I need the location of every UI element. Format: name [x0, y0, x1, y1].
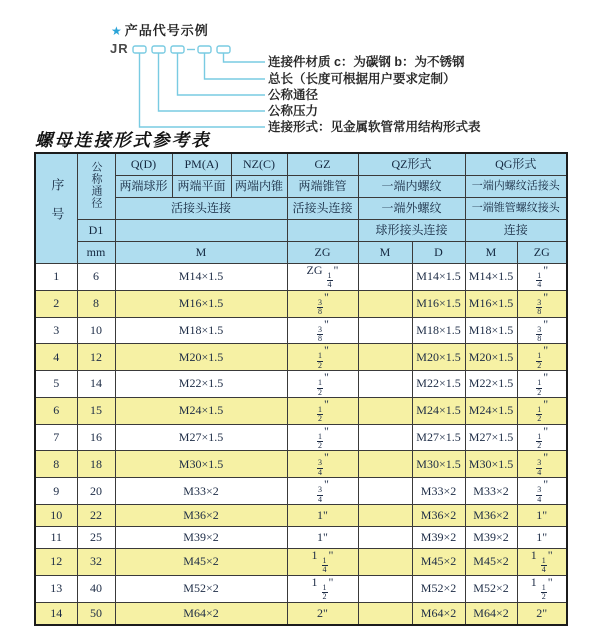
cell-qg-zg: 1 $\frac{1}{4}$ ": [517, 549, 567, 576]
cell-qg-m: M27×1.5: [465, 424, 517, 451]
header-union-conn: 活接头连接: [115, 198, 287, 220]
cell-seq: 11: [35, 527, 77, 549]
code-box-2: [152, 46, 165, 53]
table-row: [35, 397, 567, 424]
cell-qg-m: M30×1.5: [465, 451, 517, 478]
header-qz-m: M: [358, 242, 412, 264]
cell-m: M14×1.5: [115, 264, 287, 291]
header-col-qg: QG形式: [465, 153, 567, 176]
cell-qg-zg: $\frac{1}{2}$ ": [517, 371, 567, 398]
cell-qz-d: M64×2: [412, 602, 465, 625]
cell-seq: 9: [35, 478, 77, 505]
header-seq: 序号: [35, 153, 77, 264]
cell-qz-d: M16×1.5: [412, 290, 465, 317]
cell-seq: 12: [35, 549, 77, 576]
cell-qg-zg: $\frac{3}{8}$ ": [517, 317, 567, 344]
cell-dn: 50: [77, 602, 115, 625]
cell-seq: 13: [35, 575, 77, 602]
table-row: [35, 549, 567, 576]
cell-qz-m: [358, 264, 412, 291]
reference-table: [34, 152, 568, 626]
cell-qz-m: [358, 371, 412, 398]
cell-m: M27×1.5: [115, 424, 287, 451]
cell-qz-d: M39×2: [412, 527, 465, 549]
table-row: [35, 264, 567, 291]
table-row: [35, 451, 567, 478]
header-diameter: 公称通径: [77, 153, 115, 220]
cell-qg-m: M18×1.5: [465, 317, 517, 344]
cell-qg-zg: $\frac{3}{4}$ ": [517, 478, 567, 505]
cell-m: M20×1.5: [115, 344, 287, 371]
cell-m: M24×1.5: [115, 397, 287, 424]
header-qg-zg: ZG: [517, 242, 567, 264]
cell-gz-zg: $\frac{1}{2}$ ": [287, 397, 358, 424]
code-prefix: JR: [110, 41, 129, 56]
cell-qg-m: M33×2: [465, 478, 517, 505]
cell-seq: 14: [35, 602, 77, 625]
table-row: [35, 424, 567, 451]
cell-seq: 6: [35, 397, 77, 424]
header-gz-conn: 活接头连接: [287, 198, 358, 220]
cell-qz-m: [358, 602, 412, 625]
cell-dn: 12: [77, 344, 115, 371]
diagram-heading: [111, 20, 209, 39]
cell-gz-zg: $\frac{1}{2}$ ": [287, 424, 358, 451]
cell-qz-d: M18×1.5: [412, 317, 465, 344]
cell-m: M45×2: [115, 549, 287, 576]
table-row: [35, 371, 567, 398]
diagram-label-form: 连接形式：见金属软管常用结构形式表: [268, 120, 481, 134]
cell-qg-m: M14×1.5: [465, 264, 517, 291]
cell-m: M33×2: [115, 478, 287, 505]
table-row: [35, 505, 567, 527]
header-col-qz: QZ形式: [358, 153, 465, 176]
cell-gz-zg: $\frac{1}{2}$ ": [287, 344, 358, 371]
table-row: [35, 290, 567, 317]
cell-dn: 15: [77, 397, 115, 424]
header-d1: D1: [77, 220, 115, 242]
cell-qz-d: M52×2: [412, 575, 465, 602]
table-row: [35, 478, 567, 505]
header-qz-conn: 球形接头连接: [358, 220, 465, 242]
cell-qz-m: [358, 478, 412, 505]
cell-qg-zg: 1": [517, 505, 567, 527]
connector-line-diameter: [178, 53, 266, 95]
diagram-label-material: 连接件材质 c：为碳钢 b：为不锈钢: [268, 55, 465, 69]
header-m: M: [115, 242, 287, 264]
reference-table-wrap: [34, 152, 568, 626]
cell-qz-d: M20×1.5: [412, 344, 465, 371]
header-mm: mm: [77, 242, 115, 264]
cell-m: M16×1.5: [115, 290, 287, 317]
cell-qz-d: M27×1.5: [412, 424, 465, 451]
cell-qz-m: [358, 397, 412, 424]
diagram-heading-text: 产品代号示例: [124, 23, 209, 38]
table-row: [35, 575, 567, 602]
header-col-qd: Q(D): [115, 153, 172, 176]
cell-qz-d: M36×2: [412, 505, 465, 527]
cell-qz-m: [358, 527, 412, 549]
header-qg-m: M: [465, 242, 517, 264]
cell-qg-zg: $\frac{3}{4}$ ": [517, 451, 567, 478]
diagram-label-diameter: 公称通径: [268, 88, 319, 102]
cell-qz-d: M33×2: [412, 478, 465, 505]
cell-m: M30×1.5: [115, 451, 287, 478]
cell-qg-m: M52×2: [465, 575, 517, 602]
header-qd-desc: 两端球形: [115, 176, 172, 198]
cell-qg-m: M36×2: [465, 505, 517, 527]
code-box-1: [133, 46, 146, 53]
cell-dn: 22: [77, 505, 115, 527]
cell-qz-m: [358, 317, 412, 344]
cell-qg-m: M22×1.5: [465, 371, 517, 398]
cell-seq: 3: [35, 317, 77, 344]
cell-qz-d: M30×1.5: [412, 451, 465, 478]
header-qg-desc1: 一端内螺纹活接头: [465, 176, 567, 198]
cell-seq: 2: [35, 290, 77, 317]
cell-m: M22×1.5: [115, 371, 287, 398]
cell-qz-m: [358, 451, 412, 478]
header-pm-desc: 两端平面: [172, 176, 231, 198]
cell-seq: 5: [35, 371, 77, 398]
cell-qg-zg: 1 $\frac{1}{2}$ ": [517, 575, 567, 602]
cell-m: M39×2: [115, 527, 287, 549]
diagram-label-length: 总长（长度可根据用户要求定制）: [268, 72, 456, 86]
cell-qg-m: M20×1.5: [465, 344, 517, 371]
cell-gz-zg: 1": [287, 505, 358, 527]
cell-seq: 4: [35, 344, 77, 371]
cell-qz-m: [358, 344, 412, 371]
header-qz-desc1: 一端内螺纹: [358, 176, 465, 198]
connector-line-length: [205, 53, 266, 79]
header-empty-left: [115, 220, 287, 242]
cell-seq: 8: [35, 451, 77, 478]
cell-m: M36×2: [115, 505, 287, 527]
cell-dn: 10: [77, 317, 115, 344]
table-header: [35, 153, 567, 264]
header-gz-zg: ZG: [287, 242, 358, 264]
cell-dn: 6: [77, 264, 115, 291]
cell-gz-zg: $\frac{3}{4}$ ": [287, 451, 358, 478]
header-col-gz: GZ: [287, 153, 358, 176]
cell-dn: 32: [77, 549, 115, 576]
cell-dn: 18: [77, 451, 115, 478]
table-row: [35, 527, 567, 549]
cell-qz-m: [358, 575, 412, 602]
cell-qz-d: M24×1.5: [412, 397, 465, 424]
code-box-3: [171, 46, 184, 53]
cell-m: M52×2: [115, 575, 287, 602]
cell-qg-m: M16×1.5: [465, 290, 517, 317]
header-qz-d: D: [412, 242, 465, 264]
table-body: [35, 264, 567, 625]
header-gz-desc: 两端锥管: [287, 176, 358, 198]
page-title: 螺母连接形式参考表: [35, 130, 211, 150]
table-row: [35, 317, 567, 344]
cell-seq: 7: [35, 424, 77, 451]
cell-m: M64×2: [115, 602, 287, 625]
cell-qz-d: M45×2: [412, 549, 465, 576]
cell-qg-zg: 2": [517, 602, 567, 625]
cell-qg-zg: $\frac{1}{2}$ ": [517, 424, 567, 451]
cell-gz-zg: 1": [287, 527, 358, 549]
cell-qg-zg: $\frac{1}{4}$ ": [517, 264, 567, 291]
cell-qg-zg: 1": [517, 527, 567, 549]
cell-qg-zg: $\frac{1}{2}$ ": [517, 344, 567, 371]
cell-dn: 16: [77, 424, 115, 451]
header-qg-conn: 连接: [465, 220, 567, 242]
code-box-4: [198, 46, 211, 53]
star-icon: ★: [111, 24, 123, 38]
diagram-label-pressure: 公称压力: [268, 104, 319, 118]
cell-seq: 1: [35, 264, 77, 291]
table-row: [35, 344, 567, 371]
cell-qz-m: [358, 549, 412, 576]
cell-qg-zg: $\frac{3}{8}$ ": [517, 290, 567, 317]
cell-gz-zg: 2": [287, 602, 358, 625]
cell-qg-m: M24×1.5: [465, 397, 517, 424]
cell-dn: 14: [77, 371, 115, 398]
header-col-nz: NZ(C): [231, 153, 287, 176]
cell-qg-m: M64×2: [465, 602, 517, 625]
header-empty-gz: [287, 220, 358, 242]
cell-dn: 40: [77, 575, 115, 602]
cell-gz-zg: $\frac{3}{8}$ ": [287, 317, 358, 344]
cell-qz-d: M14×1.5: [412, 264, 465, 291]
cell-qz-d: M22×1.5: [412, 371, 465, 398]
cell-gz-zg: 1 $\frac{1}{2}$ ": [287, 575, 358, 602]
cell-gz-zg: $\frac{3}{4}$ ": [287, 478, 358, 505]
cell-gz-zg: $\frac{3}{8}$ ": [287, 290, 358, 317]
table-row: [35, 602, 567, 625]
cell-qg-m: M39×2: [465, 527, 517, 549]
cell-qg-m: M45×2: [465, 549, 517, 576]
cell-dn: 20: [77, 478, 115, 505]
cell-qz-m: [358, 424, 412, 451]
header-nz-desc: 两端内锥: [231, 176, 287, 198]
connector-line-material: [224, 53, 266, 62]
header-qg-desc2: 一端锥管螺纹接头: [465, 198, 567, 220]
cell-qg-zg: $\frac{1}{2}$ ": [517, 397, 567, 424]
cell-m: M18×1.5: [115, 317, 287, 344]
cell-seq: 10: [35, 505, 77, 527]
header-col-pm: PM(A): [172, 153, 231, 176]
cell-qz-m: [358, 290, 412, 317]
code-box-5: [217, 46, 230, 53]
cell-gz-zg: ZG $\frac{1}{4}$ ": [287, 264, 358, 291]
cell-gz-zg: $\frac{1}{2}$ ": [287, 371, 358, 398]
cell-qz-m: [358, 505, 412, 527]
cell-gz-zg: 1 $\frac{1}{4}$ ": [287, 549, 358, 576]
header-qz-desc2: 一端外螺纹: [358, 198, 465, 220]
cell-dn: 25: [77, 527, 115, 549]
cell-dn: 8: [77, 290, 115, 317]
